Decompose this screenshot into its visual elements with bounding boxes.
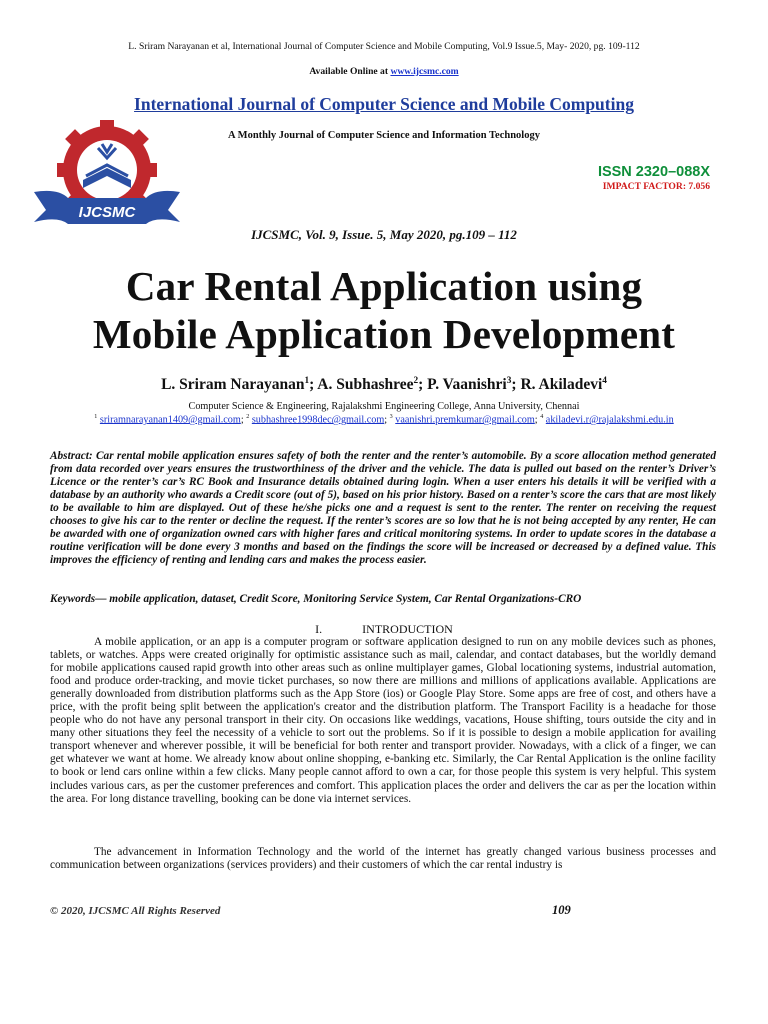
section-initial: I <box>362 622 367 636</box>
email-sup: 2 <box>246 414 250 420</box>
intro-paragraph-1: A mobile application, or an app is a computer program or software application designed to run on any mobile devices such as phones, tablets, or watches. Apps were created originally for optimistic assistance such as mail, calendar, and contact databases, but the worldly demand for mobile applications caused rapid growth into other areas such as online multiplayer games, Global locationing systems, industrial automation, food and produce order-tracking, and movie ticket purchases, so now there are millions and millions of applications available. Applications are generally downloaded from distribution platforms such as the App Store (ios) or Google Play Store. Some apps are free of cost, and others have a price, with the profit being split between the application's creator and the distribution platform. The Transport Facility is a headache for those people who do not have any personal transport in their city. On occasions like weddings, vacations, House shifting, tours outside the city and in many other situations they feel the necessity of a vehicle to sort out the problems. So if it is possible to design a mobile application for availing transport whenever and wherever possible, it will be beneficial for both renter and transport provider. Nowadays, with a click of a finger, we can get whatever we want at home. We already know about online shopping, e-banking etc. Similarly, the Car Rental Application is the online facility to book or lend cars online within a few clicks. Many people cannot afford to own a car, for those people this system is very helpful. This system includes various cars, as per the customer preferences and comfort. This application places the order and delivers the car as per the location within the area. For long distance travelling, booking can be done via internet services. <box>50 636 716 805</box>
section-title-rest: NTRODUCTION <box>366 622 453 636</box>
title-line-1: Car Rental Application using <box>125 263 643 309</box>
author-sup: 1 <box>304 376 310 386</box>
running-head: L. Sriram Narayanan et al, International Journal of Computer Science and Mobile Computing, Vol.9 Issue.5, May- 2020, pg. 109-112 <box>128 41 640 52</box>
paper-title <box>0 262 768 358</box>
author-name: L. Sriram Narayanan <box>161 376 305 394</box>
email-sup: 3 <box>389 414 393 420</box>
journal-website-link[interactable]: www.ijcsmc.com <box>390 66 459 77</box>
author-sep: ; <box>309 376 318 394</box>
svg-text:IJCSMC: IJCSMC <box>78 204 136 221</box>
abstract: Abstract: Car rental mobile application ensures safety of both the renter and the renter’s automobile. By a score allocation method generated from data recorded over years ensures the trustworthiness of the driver and the vehicle. The data is pulled out based on the renter’s Driver’s Licence or the renter’s car’s RC Book and Insurance details obtained during login. When a user enters his details it will be verified with a database by an authority who awards a Credit score (out of 5), based on his prior history. Based on a renter’s score the cars that are most likely to be available to him are displayed. Out of these he/she picks one and a request is sent to the renter. The renter on receiving the request chooses to give his car to the renter or decline the request. If the renter’s scores are so low that he is not being accepted by any renter, He can be awarded with one of organization owned cars with higher fares and critical monitoring systems. In order to update scores in the database a routine verification will be done every 3 months and based on the findings the score will be increased or decreased by a defined value. This improves the efficiency of renting and lending cars and makes the process easier. <box>50 450 716 567</box>
email-link[interactable]: subhashree1998dec@gmail.com <box>251 414 385 426</box>
page-number: 109 <box>552 903 571 917</box>
journal-name: International Journal of Computer Science and Mobile Computing <box>134 94 634 114</box>
author-sup: 2 <box>413 376 419 386</box>
available-prefix: Available Online at <box>309 66 391 77</box>
title-line-2: Mobile Application Development <box>92 311 676 357</box>
author-name: R. Akiladevi <box>520 376 603 394</box>
impact-factor: IMPACT FACTOR: 7.056 <box>602 181 710 192</box>
author-sup: 4 <box>602 376 607 386</box>
issue-citation: IJCSMC, Vol. 9, Issue. 5, May 2020, pg.109 – 112 <box>251 227 517 242</box>
author-sep: ; <box>511 376 521 394</box>
section-number: I. <box>315 622 323 636</box>
journal-logo-icon <box>28 118 186 236</box>
email-link[interactable]: akiladevi.r@rajalakshmi.edu.in <box>545 414 674 426</box>
copyright-notice: © 2020, IJCSMC All Rights Reserved <box>50 905 221 917</box>
journal-subtitle: A Monthly Journal of Computer Science and Information Technology <box>228 130 540 141</box>
intro-paragraph-2: The advancement in Information Technology and the world of the internet has greatly changed various business processes and communication between organizations (services providers) and their customers of which the car rental industry is <box>50 846 716 872</box>
email-sup: 1 <box>94 414 98 420</box>
email-link[interactable]: vaanishri.premkumar@gmail.com <box>395 414 535 426</box>
author-sup: 3 <box>506 376 512 386</box>
author-list <box>0 376 768 394</box>
author-name: A. Subhashree <box>317 376 414 394</box>
keywords: Keywords— mobile application, dataset, Credit Score, Monitoring Service System, Car Rental Organizations-CRO <box>50 593 582 605</box>
author-name: P. Vaanishri <box>427 376 507 394</box>
email-sup: 4 <box>540 414 544 420</box>
issn-number: ISSN 2320–088X <box>597 164 710 180</box>
author-affiliation: Computer Science & Engineering, Rajalakshmi Engineering College, Anna University, Chennai <box>188 401 580 412</box>
available-online <box>0 66 768 77</box>
email-link[interactable]: sriramnarayanan1409@gmail.com <box>99 414 241 426</box>
author-emails: $^1$ sriramnarayanan1409@gmail.com; $^2$ subhashree1998dec@gmail.com; $^3$ vaanishri.premkumar@gmail.com; $^4$ akiladevi.r@rajalakshmi.edu.in <box>94 414 674 426</box>
section-heading <box>0 622 768 637</box>
author-sep: ; <box>418 376 428 394</box>
